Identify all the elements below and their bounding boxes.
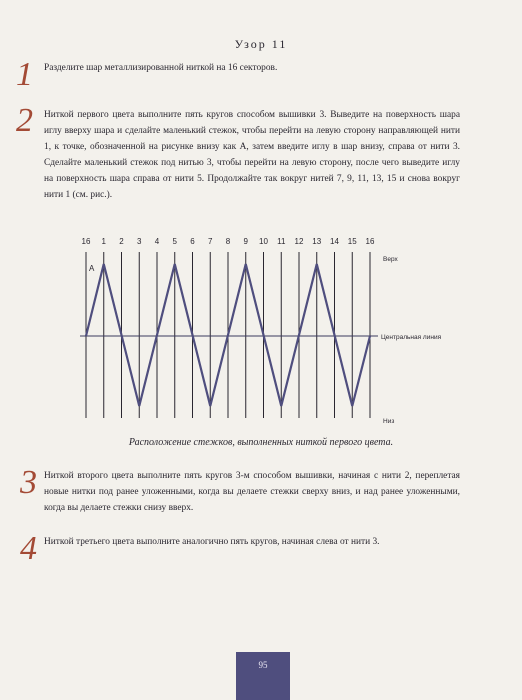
thread-label: 1 bbox=[101, 237, 106, 246]
top-label: Верх bbox=[383, 256, 398, 263]
thread-label: 9 bbox=[243, 237, 248, 246]
step-1-text: Разделите шар металлизированной ниткой на 16 секторов. bbox=[44, 63, 278, 73]
step-4-text: Ниткой третьего цвета выполните аналогично пять кругов, начиная слева от нити 3. bbox=[44, 537, 380, 547]
thread-label: 15 bbox=[347, 237, 357, 246]
thread-label: 4 bbox=[154, 237, 160, 246]
thread-label: 8 bbox=[225, 237, 231, 246]
thread-label: 2 bbox=[119, 237, 124, 246]
thread-label: 11 bbox=[277, 237, 286, 246]
step-4-number: 4 bbox=[20, 530, 37, 567]
thread-label: 7 bbox=[208, 237, 213, 246]
point-a-label: А bbox=[89, 264, 95, 273]
thread-label: 16 bbox=[365, 237, 375, 246]
thread-label: 10 bbox=[259, 237, 268, 246]
thread-label: 14 bbox=[330, 237, 339, 246]
step-2-text: Ниткой первого цвета выполните пять кругов способом вышивки 3. Выведите на поверхность шара иглу вверху шара и сделайте маленький стежок, чтобы перейти на левую сторону направляющей нити 1, к точке, обозначенной на рисунке внизу как А, затем введите иглу в шар внизу, справа от нити 3. Сделайте маленький стежок под нитью 3, чтобы перейти на левую сторону, после чего выведите иглу на поверхность шара справа от нити 5. Продолжайте так вокруг нитей 7, 9, 11, 13, 15 и снова вокруг нити 1 (см. рис.). bbox=[44, 110, 460, 200]
pattern-title: Узор 11 bbox=[234, 37, 288, 51]
step-3-number: 3 bbox=[20, 464, 37, 501]
thread-label: 16 bbox=[81, 237, 91, 246]
thread-label: 13 bbox=[312, 237, 322, 246]
thread-label: 3 bbox=[137, 237, 142, 246]
thread-label: 5 bbox=[172, 237, 177, 246]
bottom-label: Низ bbox=[383, 418, 395, 425]
thread-label: 6 bbox=[190, 237, 195, 246]
step-1-number: 1 bbox=[16, 56, 33, 93]
page-number: 95 bbox=[258, 660, 268, 670]
step-2-number: 2 bbox=[16, 102, 33, 139]
center-line-label: Центральная линия bbox=[381, 334, 442, 341]
step-3-text: Ниткой второго цвета выполните пять кругов 3-м способом вышивки, начиная с нити 2, переплетая новые нитки под ранее уложенными, когда вы делаете стежки сверху вниз, и над ранее уложенными, когда вы делаете стежки снизу вверх. bbox=[44, 471, 460, 513]
thread-label: 12 bbox=[294, 237, 304, 246]
thread-number-labels bbox=[82, 237, 375, 246]
diagram-caption: Расположение стежков, выполненных ниткой первого цвета. bbox=[128, 437, 394, 448]
